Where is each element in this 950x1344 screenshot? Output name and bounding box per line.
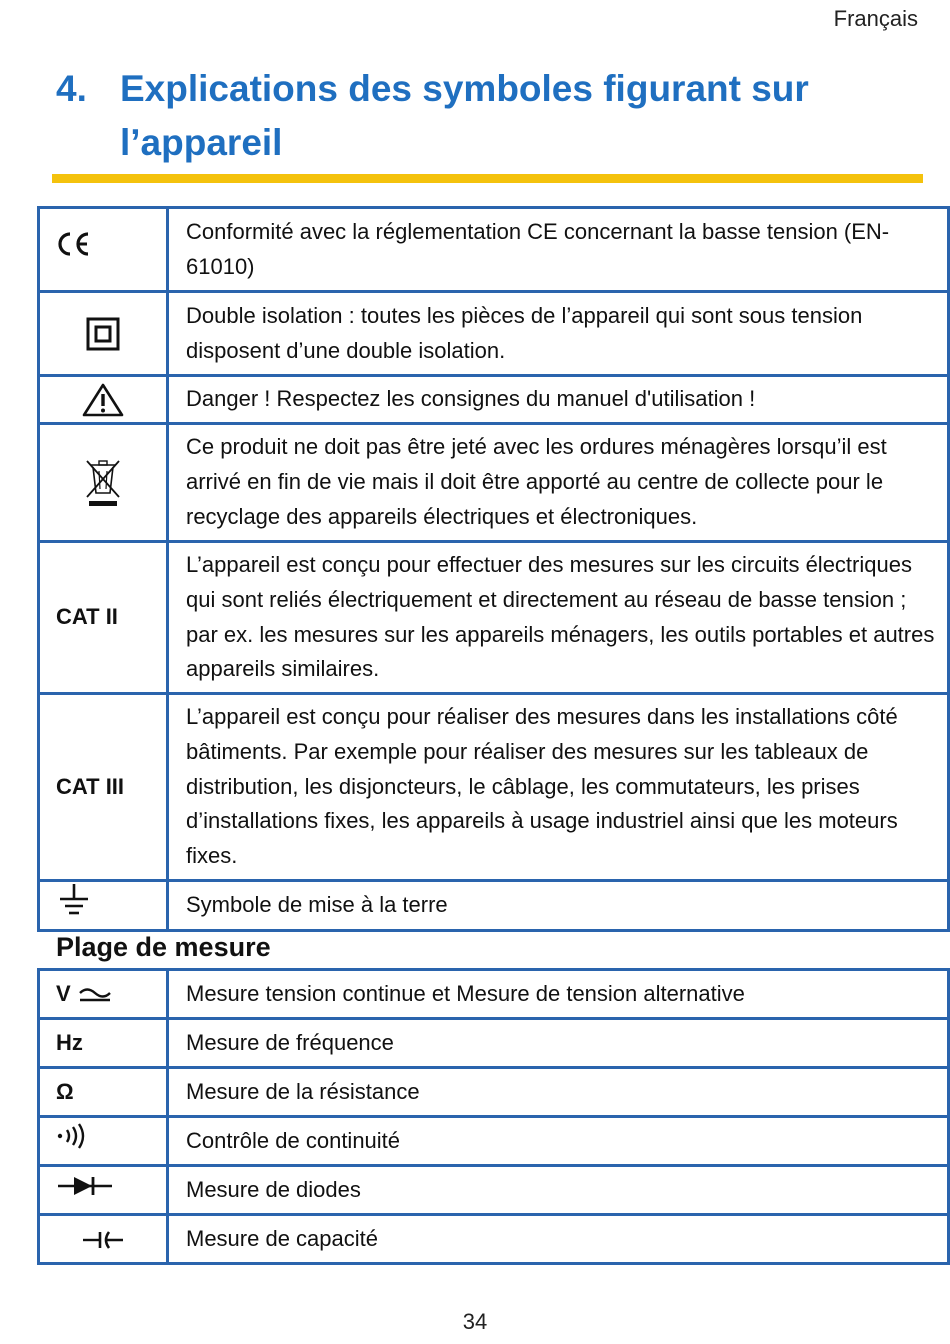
description-cell: Contrôle de continuité — [168, 1117, 949, 1166]
double-insulation-icon — [86, 317, 120, 351]
range-table — [37, 968, 950, 1265]
table-row — [39, 1215, 949, 1264]
ohm-label: Ω — [39, 1068, 168, 1117]
range-heading: Plage de mesure — [56, 932, 271, 962]
ce-mark-icon — [56, 231, 92, 257]
section-title: Explications des symboles figurant sur l’appareil — [120, 68, 809, 163]
description-cell: Ce produit ne doit pas être jeté avec les ordures ménagères lorsqu’il est arrivé en fin de vie mais il doit être apporté au centre de collecte pour le recyclage des appareils électriques et électroniques. — [168, 424, 949, 542]
description-cell: Mesure de capacité — [168, 1215, 949, 1264]
table-row — [39, 881, 949, 931]
description-cell: Double isolation : toutes les pièces de l’appareil qui sont sous tension disposent d’une double isolation. — [168, 292, 949, 376]
frequency-label: Hz — [39, 1019, 168, 1068]
description-cell: Mesure de diodes — [168, 1166, 949, 1215]
range-symbol-cell — [39, 1117, 168, 1166]
symbol-label: CAT II — [39, 542, 168, 694]
description-cell: L’appareil est conçu pour effectuer des mesures sur les circuits électriques qui sont reliés électriquement et directement au réseau de basse tension ; par ex. les mesures sur les appareils ménagers, les outils portables et autres appareils similaires. — [168, 542, 949, 694]
ground-icon — [56, 882, 92, 918]
warning-triangle-icon — [81, 382, 125, 418]
table-row — [39, 970, 949, 1019]
voltage-label: V — [56, 980, 71, 1006]
table-row — [39, 1117, 949, 1166]
description-cell: Symbole de mise à la terre — [168, 881, 949, 931]
description-cell: Mesure de fréquence — [168, 1019, 949, 1068]
description-cell: Conformité avec la réglementation CE concernant la basse tension (EN-61010) — [168, 208, 949, 292]
description-cell: Danger ! Respectez les consignes du manuel d'utilisation ! — [168, 376, 949, 424]
weee-crossed-bin-icon — [83, 457, 123, 509]
table-row — [39, 694, 949, 881]
table-row — [39, 1166, 949, 1215]
symbol-cell — [39, 424, 168, 542]
table-row — [39, 542, 949, 694]
table-row — [39, 1019, 949, 1068]
symbol-cell — [39, 376, 168, 424]
range-symbol-cell — [39, 970, 168, 1019]
capacitor-icon — [81, 1230, 125, 1250]
range-symbol-cell — [39, 1215, 168, 1264]
table-row — [39, 208, 949, 292]
symbol-cell — [39, 881, 168, 931]
symbol-cell — [39, 208, 168, 292]
table-row — [39, 1068, 949, 1117]
page-number: 34 — [462, 1309, 488, 1334]
symbol-cell — [39, 292, 168, 376]
diode-icon — [56, 1175, 114, 1197]
table-row — [39, 424, 949, 542]
description-cell: Mesure de la résistance — [168, 1068, 949, 1117]
range-symbol-cell — [39, 1166, 168, 1215]
language-label: Français — [833, 6, 918, 31]
table-row — [39, 376, 949, 424]
ac-dc-icon — [77, 985, 113, 1005]
continuity-sound-icon — [56, 1123, 90, 1149]
symbols-table — [37, 206, 950, 932]
table-row — [39, 292, 949, 376]
section-number: 4. — [56, 68, 87, 109]
heading-underline — [52, 174, 923, 183]
symbol-label: CAT III — [39, 694, 168, 881]
description-cell: Mesure tension continue et Mesure de tension alternative — [168, 970, 949, 1019]
description-cell: L’appareil est conçu pour réaliser des mesures dans les installations côté bâtiments. Par exemple pour réaliser des mesures sur les tableaux de distribution, les disjoncteurs, le câblage, les commutateurs, les prises d’installations fixes, les appareils à usage industriel ainsi que les moteurs fixes. — [168, 694, 949, 881]
